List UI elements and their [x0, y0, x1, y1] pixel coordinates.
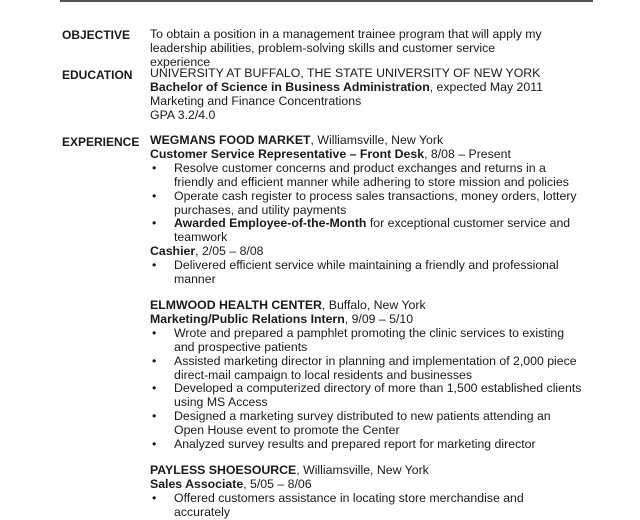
list-item: • Developed a computerized directory of more than 1,500 established clients using MS Access	[150, 382, 582, 410]
list-item: • Resolve customer concerns and product exchanges and returns in a friendly and efficient manner while adhering to store mission and policies	[150, 162, 582, 190]
experience-heading: EXPERIENCE	[62, 135, 140, 149]
list-item: • Delivered efficient service while maintaining a friendly and professional manner	[150, 259, 582, 287]
concentrations: Marketing and Finance Concentrations	[150, 93, 362, 108]
list-item	[150, 217, 582, 245]
employer: WEGMANS FOOD MARKET	[150, 133, 311, 147]
experience-section	[150, 134, 582, 520]
role-dates: , 9/09 – 5/10	[344, 311, 414, 326]
employer: PAYLESS SHOESOURCE	[150, 462, 297, 477]
list-item: • Wrote and prepared a pamphlet promoting the clinic services to existing and prospective patients	[150, 327, 582, 355]
role-dates: , 2/05 – 8/08	[195, 244, 264, 259]
job-elmwood	[150, 299, 582, 452]
role: Customer Service Representative – Front Desk	[150, 146, 425, 161]
location: , Williamsville, New York	[296, 462, 429, 477]
role-dates: , 5/05 – 8/06	[243, 476, 312, 491]
education-section	[150, 67, 600, 123]
list-item: • Analyzed survey results and prepared report for marketing director	[150, 438, 582, 452]
objective-text: To obtain a position in a management trainee program that will apply my leadership abilities, problem-solving skills and customer service experience	[150, 27, 542, 69]
list-item: • Assisted marketing director in planning and implementation of 2,000 piece direct-mail campaign to local residents and businesses	[150, 355, 582, 383]
role-dates: , 8/08 – Present	[424, 146, 511, 161]
role: Sales Associate	[150, 476, 244, 491]
role: Cashier	[150, 244, 196, 259]
award-text: for exceptional customer service and teamwork	[174, 216, 571, 245]
list-item: • Designed a marketing survey distributed to new patients attending an Open House event to promote the Center	[150, 410, 582, 438]
degree-expected: , expected May 2011	[429, 79, 543, 94]
location: , Buffalo, New York	[321, 297, 426, 312]
gpa: GPA 3.2/4.0	[150, 107, 216, 122]
education-heading: EDUCATION	[62, 68, 133, 82]
role: Marketing/Public Relations Intern	[150, 311, 345, 326]
degree-line	[150, 81, 600, 95]
degree: Bachelor of Science in Business Administration	[150, 79, 430, 94]
list-item: • Offered customers assistance in locating store merchandise and accurately	[150, 492, 582, 520]
job-wegmans	[150, 134, 582, 287]
job-payless	[150, 464, 582, 520]
award: Awarded Employee-of-the-Month	[174, 216, 367, 231]
objective-heading: OBJECTIVE	[62, 28, 131, 42]
location: , Williamsville, New York	[310, 133, 444, 147]
employer: ELMWOOD HEALTH CENTER	[150, 297, 322, 312]
list-item: • Operate cash register to process sales transactions, money orders, lottery purchases, and utility payments	[150, 190, 582, 218]
school: UNIVERSITY AT BUFFALO, THE STATE UNIVERSITY OF NEW YORK	[150, 66, 541, 80]
top-rule	[60, 0, 593, 2]
